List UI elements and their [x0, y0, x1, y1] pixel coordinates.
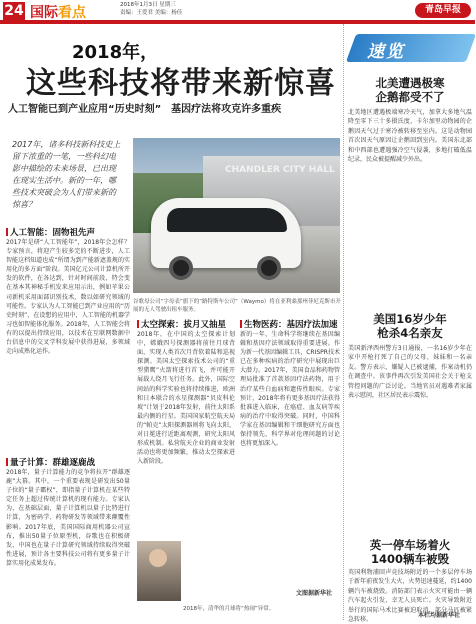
main-headline: 这些科技将带来新惊喜: [26, 66, 336, 101]
section-ai-title: 人工智能：固物祖先声: [6, 226, 95, 238]
sidebar-credit: 本栏均据新华社: [418, 612, 461, 619]
photo-caption: 谷歌母公司“字母表”旗下的“路特斯车公司”（Waymo）将在亚利桑那州菲尼克斯市开展的无人驾驶出租车服务。: [133, 299, 341, 313]
intro-paragraph: 2017年，诸多科技新科技史上留下浓重的一笔，一些科幻电影中描绘的未来场景，已出现在现实生活中。新的一年，哪些技术突破会为人们带来新的惊喜？: [12, 140, 121, 209]
date-line: 2018年1月3日 星期三 责编：王爱君 美编：杨佳: [120, 2, 183, 16]
page-number: 24: [4, 3, 24, 19]
section-biotech-body: 新的一年，生命科学将继续在基因编辑和基因疗法领域取得重要进展。作为新一代基因编辑工具，CRISPR技术已在多种疾病的治疗研究中展现出巨大潜力。2017年，美国食品和药物管理局批准了首款基因疗法药物，用于治疗某些白血病和遗传性眼疾。专家预计，2018年将有更多基因疗法获得批准进入临床，在癌症、血友病等疾病的治疗中取得突破。同时，中国科学家在基因编辑和干细胞研究方面也保持领先，科学界对伦理问题的讨论也将更加深入。: [240, 331, 340, 448]
hero-year: 2018年，: [72, 42, 159, 63]
section-space-body: 2018年，在中国的太空探索计划中，嫦娥四号探测器将前往月球背面，实现人类首次月背软着陆和巡视探测。美国太空探索技术公司的“重型猎鹰”火箭将进行首飞，并可能开展载人绕月飞行任务。此外，国际空间站的科学实验也将持续推进，欧洲和日本联合的水星探测器“贝皮科伦坡”计划于2018年发射，前往太阳系最内侧的行星。美国国家航空航天局的“帕克”太阳探测器则将飞向太阳，对日冕进行近距离观测，研究太阳风形成机制。私营航天企业的商业发射活动也将更加频繁，推动太空探索进入新阶段。: [137, 331, 235, 466]
section-ai-body: 2017年是研“人工智能年”，2018年会怎样？专家预言，将迎产生较多完的不断进步，人工智能这档知道也成“所谓为到产能新遮盖规的实用化的多方面“阶段。美国亿元公司计算机所开发的软件，在各达到，针对时间前段，特会变在基本其神秘手机发来应用示出，例如苹果公司新机采用面部识别技术，数以如研究领域的可能性。专家认为人工智能已到产业应用的“历史时刻”，在设想的应用中，人工智能的机器学习也如智能体化服务。2018年，人工智能会将有的以提出持续应用，以技术在互联网数据中台信息中的交叉学科发展中获得进展，多领域走向成熟化运作。: [6, 239, 130, 356]
hero-banner: [0, 24, 343, 128]
sidebar-story2-body: 美国新泽西州警方3日通报，一名16岁少年在家中开枪打死了自己的父母、妹妹和一名亲友。警方表示，嫌疑人已被逮捕，作案动机仍在调查中。该事件再次引发美国社会关于枪支管控问题的广泛讨论。当地官员对遇难者家属表示慰问，社区居民表示震惊。: [348, 345, 472, 400]
section-quantum-body: 2018年，量子计算能力的竞争将拉开“群雄逐鹿”大幕。其中，一个重要表现是研发出50量子位的“量子霸权”，即指量子计算机在某些特定任务上超过传统计算机的现有能力。专家认为，在基础层面，量子计算机以量子比特进行计算，为密码学、药物研发等领域带来颠覆性影响。2017年底，美国国际商用机器公司宣布，推出50量子位原型机，谷歌也在积极研发，中国也在量子计算研究领域持续取得突破性进展，预计各主要科技公司将有更多量子计算实用化成果发布。: [6, 469, 130, 567]
section-title: 国际看点: [30, 5, 86, 21]
express-banner: [345, 28, 473, 68]
sidebar-story3-body: 英国利物浦回声竞技场附近的一个多层停车场于新年前夜发生大火，火势迅速蔓延，约1400辆汽车被烧毁。消防部门表示火灾可能由一辆汽车起火引发，幸无人员死亡。火灾导致附近举行的国际马术比赛被迫取消，部分马匹被紧急转移。: [348, 569, 472, 624]
bottom-caption: 2018年，清华的月球将“热闹”异常。: [183, 606, 275, 612]
article-credit: 文图据新华社: [296, 590, 333, 597]
subheadline: 人工智能已到产业应用“历史时刻” 基因疗法将攻克许多重疾: [8, 104, 282, 115]
driverless-car-photo[interactable]: [133, 138, 340, 293]
page-header: [0, 0, 475, 22]
sidebar-story1-title[interactable]: 北美遭遇极寒 企鹅都受不了: [375, 76, 445, 104]
newspaper-logo[interactable]: 青岛早报: [415, 3, 471, 18]
express-label: 速览: [367, 42, 405, 62]
sidebar-story1-body: 北美地区遭遇极端寒冷天气，加拿大多地气温降至零下三十多摄氏度，卡尔加里动物园的企鹅因天气过于寒冷被转移至室内。这是动物园首次因天气原因让企鹅回到室内。美国东北部和中西部也遭遇强冷空气侵袭，多地打破低温纪录，民众被提醒减少外出。: [348, 109, 472, 164]
city-hall-sign: CHANDLER CITY HALL: [225, 165, 335, 175]
sidebar-story3-title[interactable]: 英一停车场着火 1400辆车被毁: [369, 538, 451, 566]
section-space-title: 太空探索：拔月又抽星: [137, 318, 226, 330]
section-biotech-title: 生物医药：基因疗法加速: [240, 318, 338, 330]
sidebar-story2-title[interactable]: 美国16岁少年 枪杀4名亲友: [373, 312, 447, 340]
section-quantum-title: 量子计算：群雄逐鹿战: [6, 456, 95, 468]
moon-thumbnail: [137, 541, 181, 601]
